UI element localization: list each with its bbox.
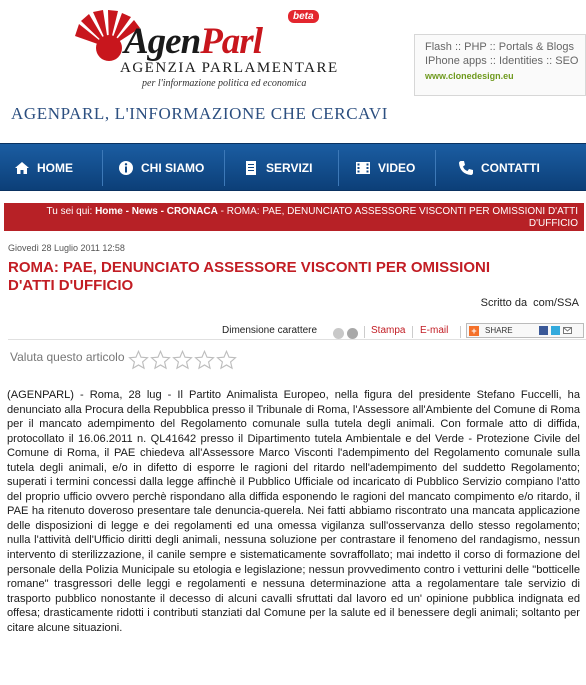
toolbar-divider [364, 326, 365, 338]
facebook-icon [539, 326, 548, 335]
breadcrumb-section-link[interactable]: CRONACA [166, 206, 218, 217]
twitter-icon [551, 326, 560, 335]
logo-wordmark: AgenParl [124, 21, 262, 62]
nav-item-servizi[interactable] [243, 144, 312, 192]
nav-divider [224, 150, 225, 186]
author-name: com/SSA [533, 297, 579, 309]
share-button[interactable] [466, 323, 584, 338]
article-body: (AGENPARL) - Roma, 28 lug - Il Partito Animalista Europeo, nella figura del presidente Stefano Fuccelli, ha denunciato alla Procura della Repubblica presso il Tribunale di Roma, l'Assessore all'Ambiente del Comune di Roma per il mancato adempimento del Regolamento comunale sulla tutela degli animali. Con formale atto di diffida, protocollato il 16.06.2011 n. QL41642 presso il Dipartimento tutela Ambientale e del Verde - Protezione Civile del Comune di Roma, il PAE chiedeva all'Assessore Marco Visconti l'adempimento del Regolamento comunale sulla tutela degli animali, e/o in difetto di esporre le ragioni del ritardo nell'adempimento del suddetto Regolamento; superati i termini concessi dalla legge affinchè il Pubblico Ufficiale od incaricato di Pubblico Servizio compiano l'atto del proprio ufficio ovvero perchè rispondano alla diffida esponendo le ragioni del mancato compimento e/o ritardo, il PAE ha ritenuto doveroso presentare tale denuncia-querela. Nei fatti abbiamo riscontrato una mancata applicazione delle disposizioni di legge e dei regolamenti ed una omessa vigilanza sull'osservanza dello stesso regolamento; nulla l'attività dell'Ufficio diritti degli animali, nessuna soluzione per contrastare il fenomeno del randagismo, nessun intervento di sterilizzazione, il canile sempre e sistematicamente sovraffollato; mai indetto il corso di formazione del personale della Polizia Municipale su etologia e legislazione; nessun provvedimento contro i vetturini delle "botticelle romane" trasgressori delle leggi e regolamenti e nessuna determinazione atta a regolamentare tale servizio di trasporto pubblico nonostante il decesso di alcuni cavalli sfruttati dal lavoro ed un' opinione pubblica indignata ed offesa; drasticamente ridotti i contributi stanziati dal Comune per la salute ed il benessere degli animali; soltanto per citare alcune situazioni. [7, 389, 580, 634]
rating-star-icon[interactable] [216, 350, 237, 370]
share-label: SHARE [485, 326, 513, 335]
article-date: Giovedì 28 Luglio 2011 12:58 [8, 243, 125, 253]
rate-label: Valuta questo articolo [10, 350, 125, 364]
font-size-label: Dimensione carattere [222, 325, 318, 336]
site-slogan: AGENPARL, L'INFORMAZIONE CHE CERCAVI [11, 104, 388, 123]
house-icon [14, 160, 30, 176]
nav-label-chi-siamo: CHI SIAMO [141, 161, 205, 175]
article-title [8, 259, 548, 295]
logo-subtitle: AGENZIA PARLAMENTARE [120, 60, 339, 76]
breadcrumb-line-2: D'UFFICIO [528, 218, 578, 229]
nav-label-video: VIDEO [378, 161, 416, 175]
nav-item-home[interactable] [14, 144, 73, 192]
ad-url: www.clonedesign.eu [425, 71, 514, 81]
breadcrumb-prefix: Tu sei qui: [46, 206, 93, 217]
email-icon [563, 326, 572, 335]
nav-divider [102, 150, 103, 186]
nav-item-chi-siamo[interactable] [118, 144, 204, 192]
increase-font-button[interactable] [347, 328, 358, 339]
rating-star-icon[interactable] [172, 350, 193, 370]
phone-icon [458, 160, 474, 176]
breadcrumb-separator: - [157, 206, 167, 217]
nav-label-contatti: CONTATTI [481, 161, 540, 175]
ad-banner[interactable] [414, 34, 586, 96]
breadcrumb-separator: - [217, 206, 227, 217]
article-toolbar [8, 322, 586, 340]
beta-badge: beta [288, 10, 319, 23]
addthis-plus-icon: + [469, 326, 479, 336]
document-icon [243, 160, 259, 176]
breadcrumb-separator: - [122, 206, 132, 217]
email-link[interactable]: E-mail [420, 325, 449, 336]
breadcrumb-line-1 [4, 206, 578, 218]
breadcrumb [4, 203, 584, 231]
breadcrumb-home-link[interactable]: Home [95, 206, 123, 217]
toolbar-divider [460, 326, 461, 338]
rating-stars [128, 350, 238, 370]
author-label: Scritto da [480, 297, 528, 309]
rating-star-icon[interactable] [150, 350, 171, 370]
decrease-font-button[interactable] [333, 328, 344, 339]
film-icon [355, 160, 371, 176]
nav-item-contatti[interactable] [458, 144, 540, 192]
article-title-line-2: D'ATTI D'UFFICIO [8, 277, 134, 294]
nav-divider [435, 150, 436, 186]
ad-line-2: IPhone apps :: Identities :: SEO [425, 55, 579, 67]
ad-line-1: Flash :: PHP :: Portals & Blogs [425, 41, 574, 53]
main-nav [0, 143, 586, 191]
rating-star-icon[interactable] [128, 350, 149, 370]
article-author [478, 297, 579, 309]
site-logo[interactable] [62, 8, 339, 90]
nav-divider [338, 150, 339, 186]
site-header [0, 0, 586, 140]
nav-label-servizi: SERVIZI [266, 161, 313, 175]
article-title-line-1: ROMA: PAE, DENUNCIATO ASSESSORE VISCONTI PER OMISSIONI [8, 259, 490, 276]
toolbar-divider [412, 326, 413, 338]
rating-star-icon[interactable] [194, 350, 215, 370]
info-icon [118, 160, 134, 176]
nav-label-home: HOME [37, 161, 73, 175]
nav-item-video[interactable] [355, 144, 415, 192]
print-link[interactable]: Stampa [371, 325, 406, 336]
breadcrumb-news-link[interactable]: News [131, 206, 158, 217]
breadcrumb-current: ROMA: PAE, DENUNCIATO ASSESSORE VISCONTI PER OMISSIONI D'ATTI [226, 206, 578, 217]
logo-tagline: per l'informazione politica ed economica [142, 78, 307, 89]
